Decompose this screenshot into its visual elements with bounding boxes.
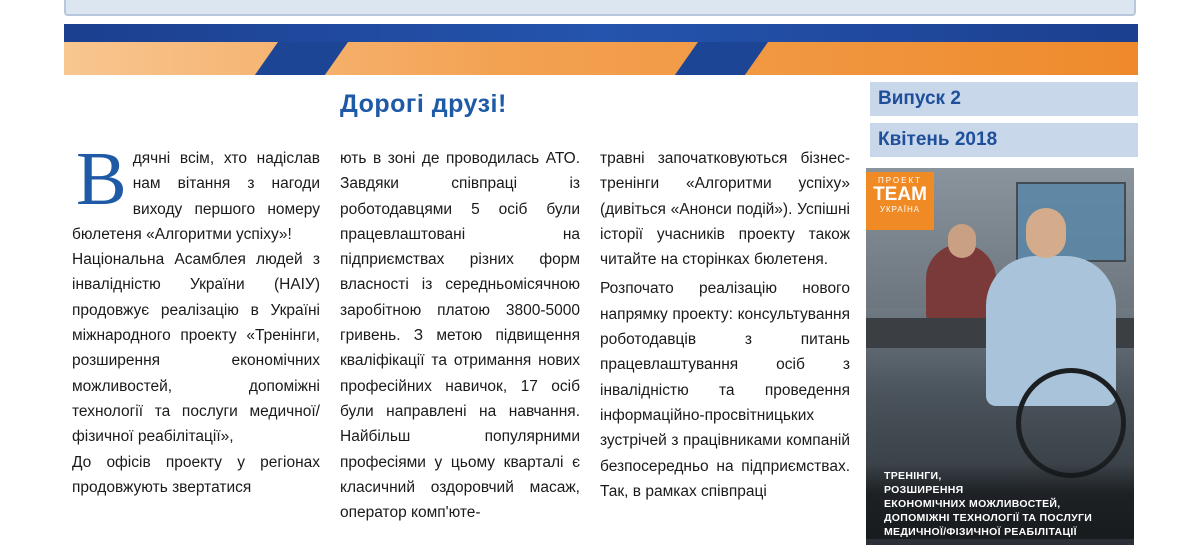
article-column-3 [600, 146, 850, 504]
issue-date: Квітень 2018 [870, 123, 1138, 157]
issue-number: Випуск 2 [870, 82, 1138, 116]
header-band-orange [64, 42, 1138, 75]
header-frame [64, 0, 1136, 16]
cover-line: РОЗШИРЕННЯ [884, 484, 964, 496]
band-stripe [642, 42, 796, 75]
cover-caption [866, 463, 1134, 539]
wheelchair-wheel [1016, 368, 1126, 478]
paragraph: дячні всім, хто надіслав нам вітання з нагоди виходу першого номеру бюлетеня «Алгоритми успіху»! [72, 150, 320, 243]
cover-line: ДОПОМІЖНІ ТЕХНОЛОГІЇ ТА ПОСЛУГИ [884, 512, 1093, 524]
project-logo [866, 172, 934, 230]
cover-image [866, 168, 1134, 545]
cover-line: МЕДИЧНОЇ/ФІЗИЧНОЇ РЕАБІЛІТАЦІЇ [884, 526, 1077, 538]
article-column-2 [340, 146, 580, 525]
paragraph: До офісів проекту у регіонах продовжують звертатися [72, 453, 320, 496]
cover-line: ЕКОНОМІЧНИХ МОЖЛИВОСТЕЙ, [884, 498, 1061, 510]
logo-bottom-text: УКРАЇНА [879, 205, 921, 214]
paragraph: Розпочато реалізацію нового напрямку проекту: консультування роботодавців з питань працевлаштування осіб з інвалідністю та проведення інформаційно-просвітницьких зустрічей з працівниками компаній безпосередньо на підприємствах. Так, в рамках співпраці [600, 280, 850, 500]
paragraph: Національна Асамблея людей з інвалідністю України (НАІУ) продовжує реалізацію в Україні міжнародного проекту «Тренінги, розширення економічних можливостей, допоміжні технології та послуги медичної/фізичної реабілітації», [72, 251, 320, 446]
article-column-1 [72, 137, 320, 500]
page-title: Дорогі друзі! [340, 90, 507, 118]
cover-line: ТРЕНІНГИ, [884, 470, 942, 482]
drop-cap: В [76, 137, 127, 221]
header-band-blue [64, 24, 1138, 42]
paragraph: травні започатковуються бізнес-тренінги «Алгоритми успіху» (дивіться «Анонси подій»). Успішні історії учасників проекту також читайте на сторінках бюлетеня. [600, 150, 850, 269]
paragraph: ють в зоні де проводилась АТО. Завдяки співпраці із роботодавцями 5 осіб були працевлаштовані на підприємствах різних форм власності із середньомісячною заробітною платою 3800-5000 гривень. З метою підвищення кваліфікації та отримання нових професійних навичок, 17 осіб були направлені на навчання. Найбільш популярними професіями у цьому кварталі є класичний оздоровчий масаж, оператор комп'юте- [340, 150, 580, 522]
logo-main-text: TEAM [873, 184, 927, 205]
band-stripe [222, 42, 376, 75]
logo-top-text: ПРОЕКТ [877, 176, 922, 185]
